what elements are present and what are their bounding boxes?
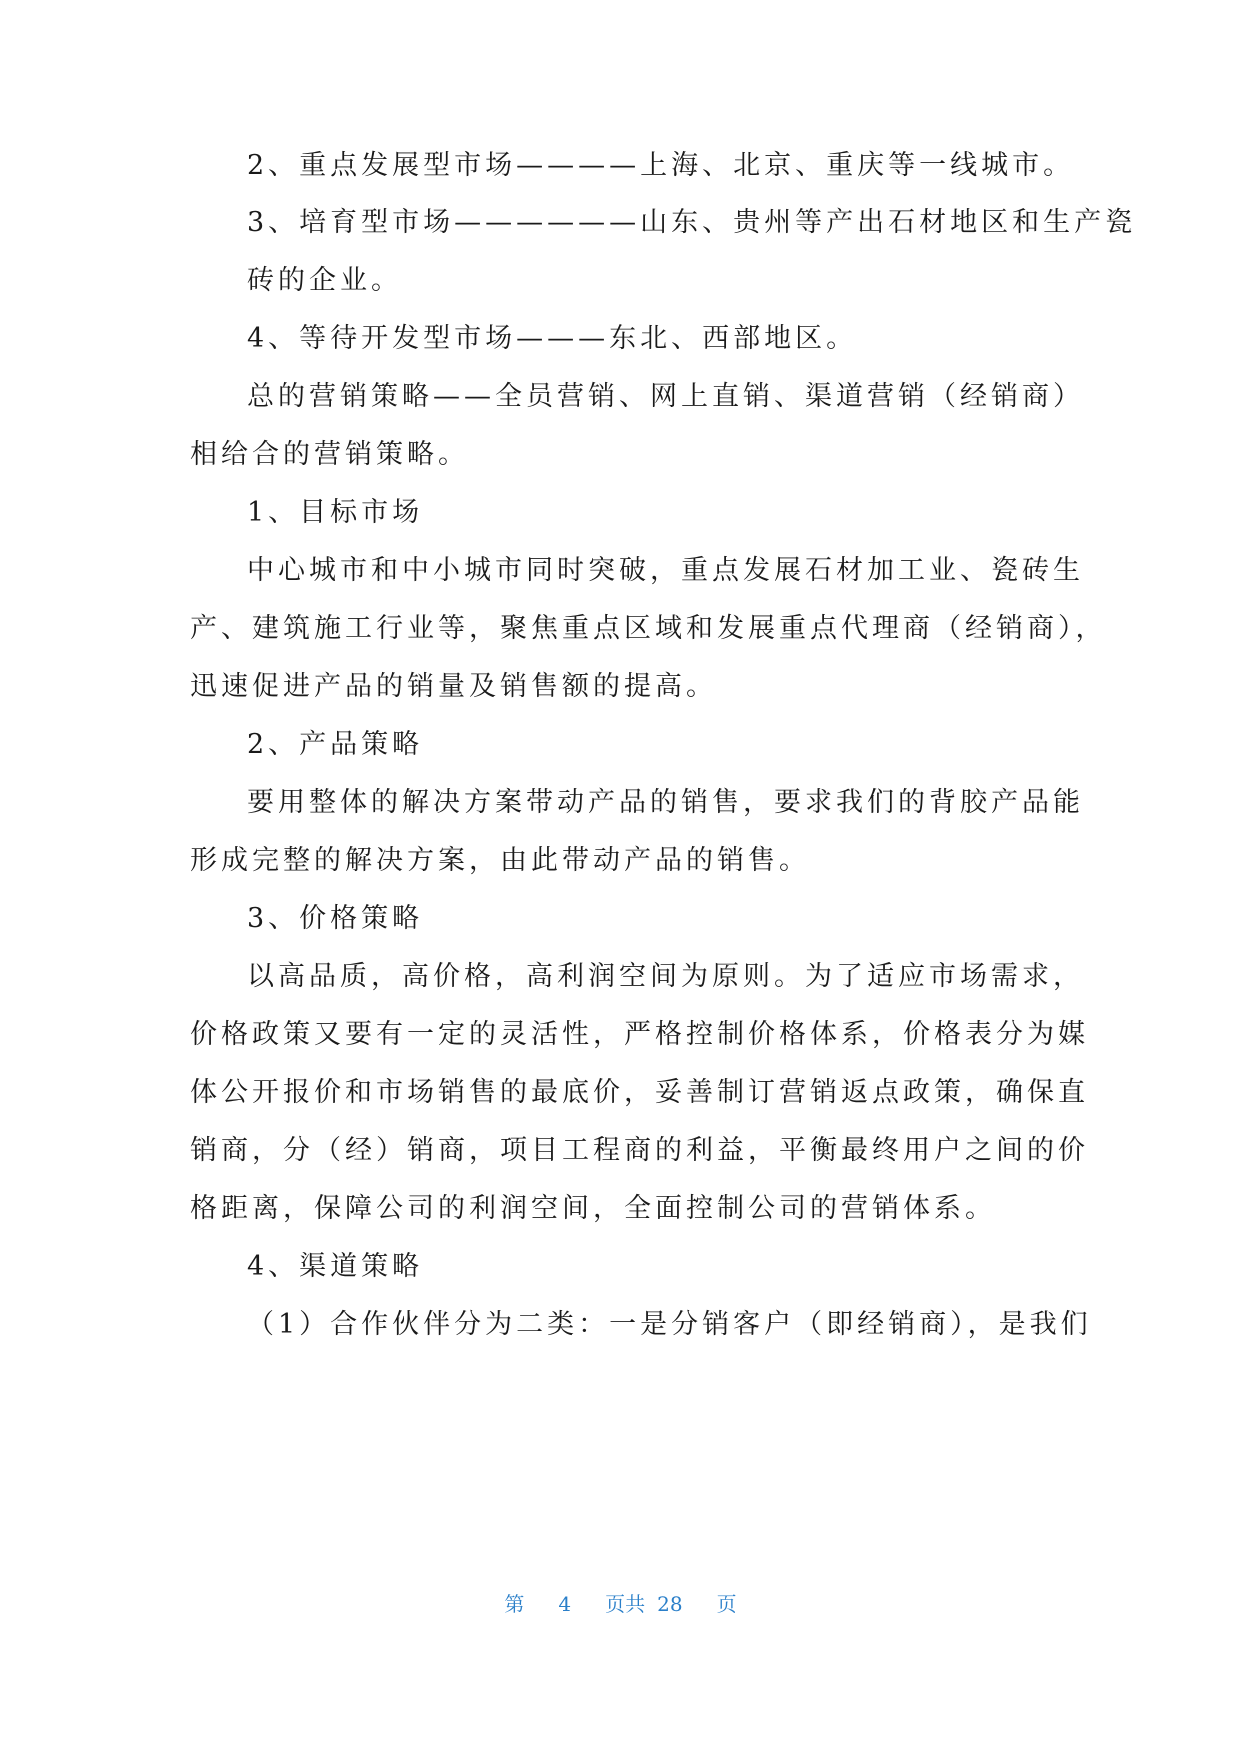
text-line: 产、建筑施工行业等，聚焦重点区域和发展重点代理商（经销商）， — [190, 613, 1107, 644]
text-line: 砖的企业。 — [247, 265, 402, 296]
text-line: 2、重点发展型市场————上海、北京、重庆等一线城市。 — [247, 150, 1075, 181]
text-line: 要用整体的解决方案带动产品的销售，要求我们的背胶产品能 — [247, 787, 1084, 818]
text-line: 4、等待开发型市场———东北、西部地区。 — [247, 323, 858, 354]
footer-prefix: 第 — [504, 1592, 525, 1616]
text-line: 价格政策又要有一定的灵活性，严格控制价格体系，价格表分为媒 — [190, 1019, 1089, 1050]
footer-page-number: 4 — [558, 1592, 572, 1616]
section-heading: 3、价格策略 — [247, 903, 424, 934]
footer-middle: 页共 — [605, 1592, 646, 1616]
text-line: 迅速促进产品的销量及销售额的提高。 — [190, 671, 717, 702]
section-heading: 1、目标市场 — [247, 497, 424, 528]
footer-total-pages: 28 — [657, 1592, 683, 1616]
section-heading: 4、渠道策略 — [247, 1251, 424, 1282]
text-line: 相给合的营销策略。 — [190, 439, 469, 470]
text-line: 3、培育型市场——————山东、贵州等产出石材地区和生产瓷 — [247, 207, 1137, 238]
text-line: 格距离，保障公司的利润空间，全面控制公司的营销体系。 — [190, 1193, 996, 1224]
footer-suffix: 页 — [716, 1592, 737, 1616]
text-line: 形成完整的解决方案，由此带动产品的销售。 — [190, 845, 810, 876]
text-line: 销商，分（经）销商，项目工程商的利益，平衡最终用户之间的价 — [190, 1135, 1089, 1166]
text-line: 体公开报价和市场销售的最底价，妥善制订营销返点政策，确保直 — [190, 1077, 1089, 1108]
text-line: （1）合作伙伴分为二类：一是分销客户（即经销商），是我们 — [247, 1309, 1092, 1340]
page-footer — [0, 1588, 1241, 1617]
text-line: 以高品质，高价格，高利润空间为原则。为了适应市场需求， — [247, 961, 1084, 992]
section-heading: 2、产品策略 — [247, 729, 424, 760]
text-line: 总的营销策略——全员营销、网上直销、渠道营销（经销商） — [247, 381, 1084, 412]
text-line: 中心城市和中小城市同时突破，重点发展石材加工业、瓷砖生 — [247, 555, 1084, 586]
